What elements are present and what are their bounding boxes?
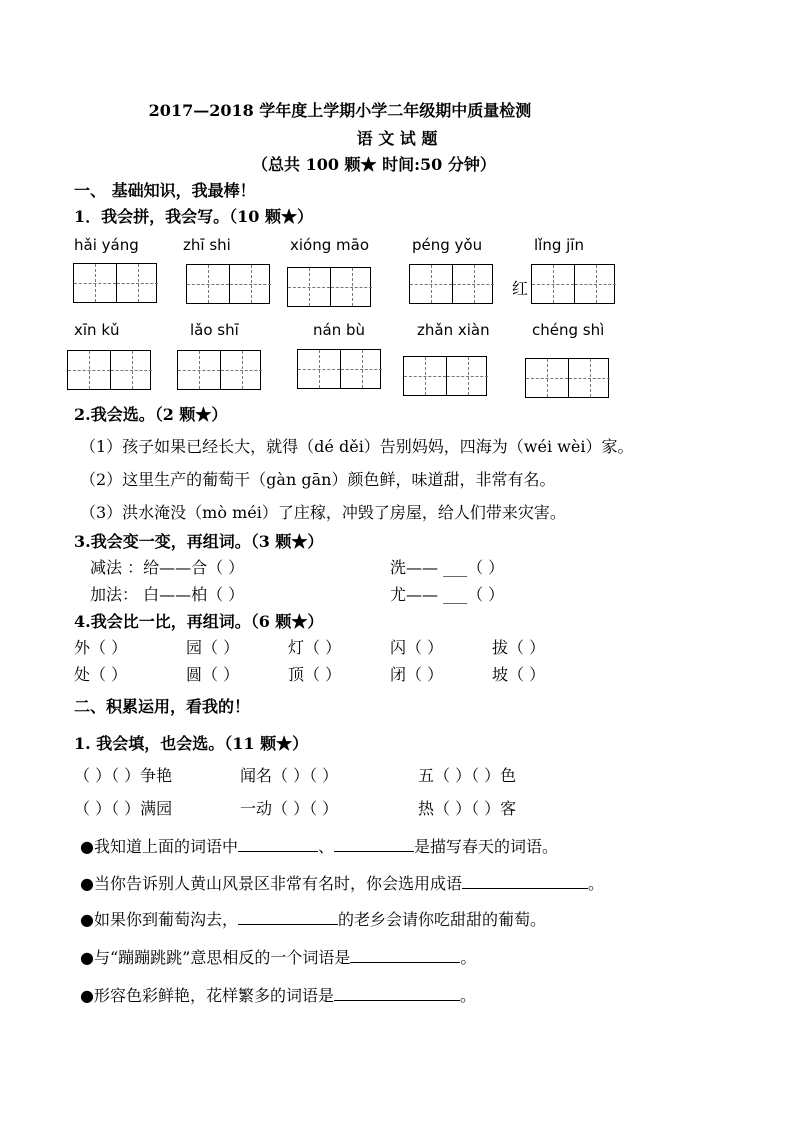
writing-grid[interactable] — [177, 350, 261, 390]
exam-subject: 语 文 试 题 — [356, 129, 438, 148]
q2-item-1: （1）孩子如果已经长大，就得（dé děi）告别妈妈，四海为（wéi wèi）家。 — [80, 437, 634, 456]
bullet-huangshan — [80, 871, 604, 894]
q4-yuan1: 园（ ） — [186, 638, 240, 657]
writing-grid[interactable] — [186, 264, 270, 304]
prefix-char-hong: 红 — [512, 279, 529, 298]
q4-deng: 灯（ ） — [288, 638, 342, 657]
bullet-grape-valley — [80, 907, 546, 930]
pinyin-peng-you: péng yǒu — [412, 236, 483, 254]
writing-grid[interactable] — [73, 263, 157, 303]
pinyin-cheng-shi: chéng shì — [532, 321, 605, 339]
q4-po: 坡（ ） — [492, 665, 546, 684]
q2-item-2: （2）这里生产的葡萄干（gàn gān）颜色鲜，味道甜，非常有名。 — [80, 470, 556, 489]
p2-q1-title: 1. 我会填，也会选。（11 颗★） — [74, 734, 309, 753]
bullet-text: 、 — [317, 837, 334, 856]
part2-heading: 二、积累运用，看我的！ — [74, 697, 251, 716]
q2-item-3: （3）洪水淹没（mò méi）了庄稼，冲毁了房屋，给人们带来灾害。 — [80, 503, 566, 522]
bullet-spring-words — [80, 834, 558, 857]
q4-title: 4.我会比一比，再组词。（6 颗★） — [74, 612, 324, 631]
q1-title: 1．我会拼，我会写。（10 颗★） — [74, 207, 313, 226]
q3-addition: 加法： 白——柏（ ） — [90, 585, 245, 604]
writing-grid[interactable] — [297, 349, 381, 389]
bullet-text: 是描写春天的词语。 — [413, 837, 558, 856]
q4-bi: 闭（ ） — [390, 665, 444, 684]
pinyin-lao-shi: lǎo shī — [190, 321, 239, 339]
bullet-text: ●当你告诉别人黄山风景区非常有名时，你会选用成语 — [80, 874, 462, 893]
fill-idiom-6: 热（ ）（ ）客 — [418, 799, 517, 818]
writing-grid[interactable] — [525, 358, 609, 398]
bullet-text: 。 — [587, 874, 604, 893]
bullet-text: ●形容色彩鲜艳，花样繁多的词语是 — [80, 986, 334, 1005]
exam-title: 2017—2018 学年度上学期小学二年级期中质量检测 — [148, 101, 532, 120]
q3-wash: 洗—— ___（ ） — [390, 558, 505, 577]
q4-ding: 顶（ ） — [288, 665, 342, 684]
bullet-text: 。 — [460, 948, 477, 967]
bullet-antonym — [80, 945, 476, 968]
bullet-text: ●如果你到葡萄沟去， — [80, 910, 238, 929]
pinyin-zhi-shi: zhī shi — [183, 236, 231, 254]
answer-blank[interactable] — [238, 835, 318, 852]
bullet-text: ●与“蹦蹦跳跳”意思相反的一个词语是 — [80, 948, 351, 967]
writing-grid[interactable] — [403, 356, 487, 396]
part1-heading: 一、 基础知识，我最棒！ — [74, 181, 256, 200]
pinyin-hai-yang: hǎi yáng — [74, 236, 139, 254]
writing-grid[interactable] — [409, 264, 493, 304]
q3-you: 尤—— ___（ ） — [390, 585, 505, 604]
bullet-text: 。 — [459, 986, 476, 1005]
answer-blank[interactable] — [462, 872, 588, 889]
fill-idiom-2: 闻名（ ）（ ） — [240, 766, 339, 785]
q3-subtraction: 减法 ：给——合（ ） — [90, 558, 245, 577]
pinyin-nan-bu: nán bù — [313, 321, 366, 339]
fill-idiom-3: 五（ ）（ ）色 — [418, 766, 517, 785]
answer-blank[interactable] — [238, 908, 338, 925]
writing-grid[interactable] — [531, 264, 615, 304]
q4-wai: 外（ ） — [74, 638, 128, 657]
pinyin-xiong-mao: xióng māo — [290, 236, 369, 254]
fill-idiom-5: 一动（ ）（ ） — [240, 799, 339, 818]
fill-idiom-4: （ ）（ ）满园 — [74, 799, 173, 818]
bullet-text: ●我知道上面的词语中 — [80, 837, 238, 856]
q3-title: 3.我会变一变，再组词。（3 颗★） — [74, 532, 324, 551]
bullet-text: 的老乡会请你吃甜甜的葡萄。 — [337, 910, 546, 929]
fill-idiom-1: （ ）（ ）争艳 — [74, 766, 173, 785]
answer-blank[interactable] — [334, 984, 460, 1001]
pinyin-xin-ku: xīn kǔ — [74, 321, 120, 339]
q4-chu: 处（ ） — [74, 665, 128, 684]
q2-title: 2.我会选。（2 颗★） — [74, 405, 228, 424]
q4-ba: 拔（ ） — [492, 638, 546, 657]
bullet-colorful — [80, 983, 476, 1006]
pinyin-ling-jin: lǐng jīn — [534, 236, 584, 254]
answer-blank[interactable] — [350, 946, 460, 963]
q4-yuan2: 圆（ ） — [186, 665, 240, 684]
pinyin-zhan-xian: zhǎn xiàn — [417, 321, 490, 339]
answer-blank[interactable] — [334, 835, 414, 852]
writing-grid[interactable] — [287, 267, 371, 307]
writing-grid[interactable] — [67, 350, 151, 390]
exam-meta: （总共 100 颗★ 时间:50 分钟） — [252, 155, 496, 174]
q4-shan: 闪（ ） — [390, 638, 444, 657]
